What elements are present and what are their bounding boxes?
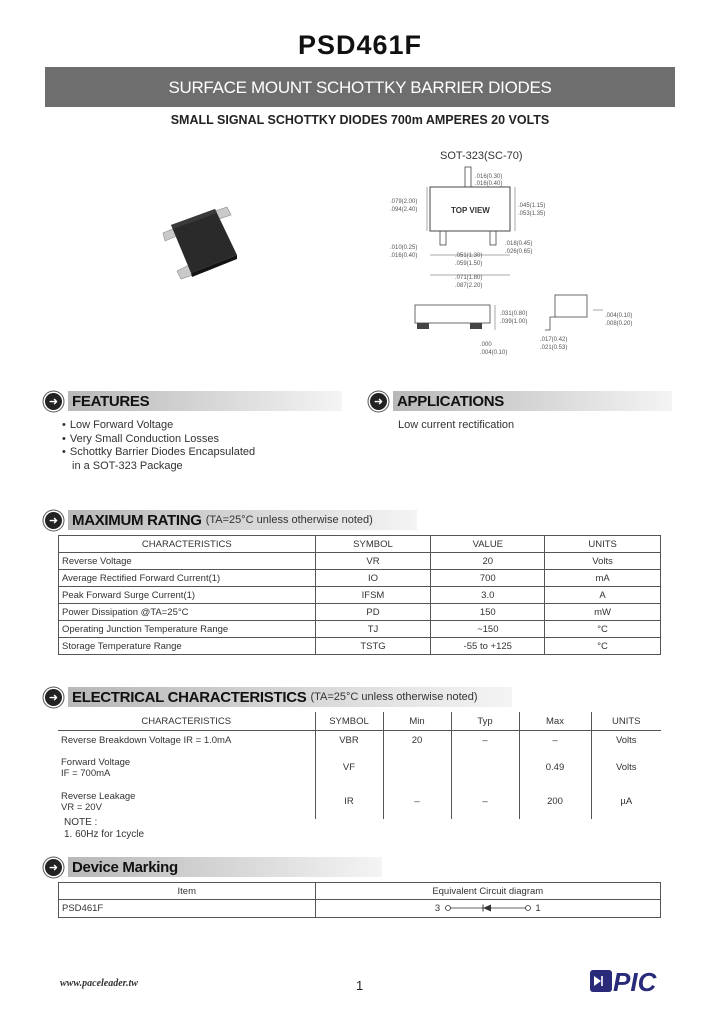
arrow-right-icon: ➜ — [370, 393, 387, 410]
svg-text:.010(0.25): .010(0.25) — [390, 245, 418, 251]
svg-text:.008(0.20): .008(0.20) — [605, 321, 633, 327]
svg-text:.004(0.10): .004(0.10) — [480, 350, 508, 356]
svg-text:.087(2.20): .087(2.20) — [455, 283, 483, 289]
svg-text:.045(1.15): .045(1.15) — [518, 203, 546, 209]
svg-text:.004(0.10): .004(0.10) — [605, 313, 633, 319]
part-number-title: PSD461F — [297, 30, 423, 60]
electrical-table — [58, 712, 661, 819]
max-rating-table — [58, 535, 661, 655]
product-subtitle: SMALL SIGNAL SCHOTTKY DIODES 700m AMPERES 20 VOLTS — [170, 113, 550, 127]
device-marking-table — [58, 882, 661, 918]
product-banner: SURFACE MOUNT SCHOTTKY BARRIER DIODES — [45, 67, 675, 107]
device-marking-heading: ➜ Device Marking — [45, 856, 675, 878]
svg-text:.016(0.40): .016(0.40) — [390, 253, 418, 259]
svg-text:.079(2.00): .079(2.00) — [390, 199, 418, 205]
table-row: Operating Junction Temperature Range TJ ~150 °C — [59, 621, 661, 638]
table-row: Storage Temperature Range TSTG -55 to +125 °C — [59, 638, 661, 655]
table-row: Average Rectified Forward Current(1) IO 700 mA — [59, 570, 661, 587]
svg-text:.094(2.40): .094(2.40) — [390, 207, 418, 213]
diode-symbol-icon — [443, 903, 533, 913]
top-view-label: TOP VIEW — [451, 206, 490, 215]
svg-text:.031(0.80): .031(0.80) — [500, 311, 528, 317]
svg-text:.021(0.53): .021(0.53) — [540, 345, 568, 351]
applications-heading: ➜ APPLICATIONS — [370, 390, 675, 412]
svg-text:.051(1.30): .051(1.30) — [455, 253, 483, 259]
website-link[interactable]: www.paceleader.tw — [60, 978, 138, 989]
svg-text:.039(1.00): .039(1.00) — [500, 319, 528, 325]
equivalent-circuit: 3 1 — [315, 900, 660, 918]
table-row: PSD461F 3 1 — [59, 900, 661, 918]
svg-text:.053(1.35): .053(1.35) — [518, 211, 546, 217]
svg-text:.016(0.40): .016(0.40) — [475, 181, 503, 187]
component-photo — [155, 205, 250, 290]
svg-text:.000: .000 — [480, 342, 492, 348]
feature-item: • Very Small Conduction Losses — [62, 433, 255, 447]
feature-item-continuation: in a SOT-323 Package — [72, 459, 183, 472]
svg-text:.016(0.30): .016(0.30) — [475, 174, 503, 180]
table-row: Reverse Leakage VR = 20V IR – – 200 µA — [58, 785, 661, 819]
svg-text:.059(1.50): .059(1.50) — [455, 261, 483, 267]
applications-text: Low current rectification — [398, 419, 515, 431]
table-row: Forward Voltage IF = 700mA VF 0.49 Volts — [58, 751, 661, 785]
table-header-row: CHARACTERISTICS SYMBOL VALUE UNITS — [59, 536, 661, 553]
table-row: Power Dissipation @TA=25°C PD 150 mW — [59, 604, 661, 621]
package-label: SOT-323(SC-70) — [440, 150, 523, 162]
feature-item: • Schottky Barrier Diodes Encapsulated — [62, 446, 255, 460]
table-row: Peak Forward Surge Current(1) IFSM 3.0 A — [59, 587, 661, 604]
arrow-right-icon: ➜ — [45, 393, 62, 410]
electrical-note: NOTE : 1. 60Hz for 1cycle — [64, 817, 145, 840]
pic-logo — [588, 966, 673, 998]
page-number: 1 — [356, 978, 364, 993]
table-header-row: Item Equivalent Circuit diagram — [59, 883, 661, 900]
table-row: Reverse Breakdown Voltage IR = 1.0mA VBR 20 – – Volts — [58, 731, 661, 751]
features-list — [62, 419, 255, 473]
arrow-right-icon: ➜ — [45, 689, 62, 706]
svg-text:.018(0.45): .018(0.45) — [505, 241, 533, 247]
svg-text:.026(0.65): .026(0.65) — [505, 249, 533, 255]
svg-text:.017(0.42): .017(0.42) — [540, 337, 568, 343]
arrow-right-icon: ➜ — [45, 512, 62, 529]
svg-text:.071(1.80): .071(1.80) — [455, 275, 483, 281]
max-rating-heading: ➜ MAXIMUM RATING (TA=25°C unless otherwise noted) — [45, 509, 675, 531]
arrow-right-icon: ➜ — [45, 859, 62, 876]
table-row: Reverse Voltage VR 20 Volts — [59, 553, 661, 570]
feature-item: • Low Forward Voltage — [62, 419, 255, 433]
table-header-row: CHARACTERISTICS SYMBOL Min Typ Max UNITS — [58, 712, 661, 731]
svg-text:PIC: PIC — [613, 967, 657, 997]
package-outline-drawing — [385, 145, 685, 360]
electrical-heading: ➜ ELECTRICAL CHARACTERISTICS (TA=25°C unless otherwise noted) — [45, 686, 675, 708]
features-heading: ➜ FEATURES — [45, 390, 345, 412]
